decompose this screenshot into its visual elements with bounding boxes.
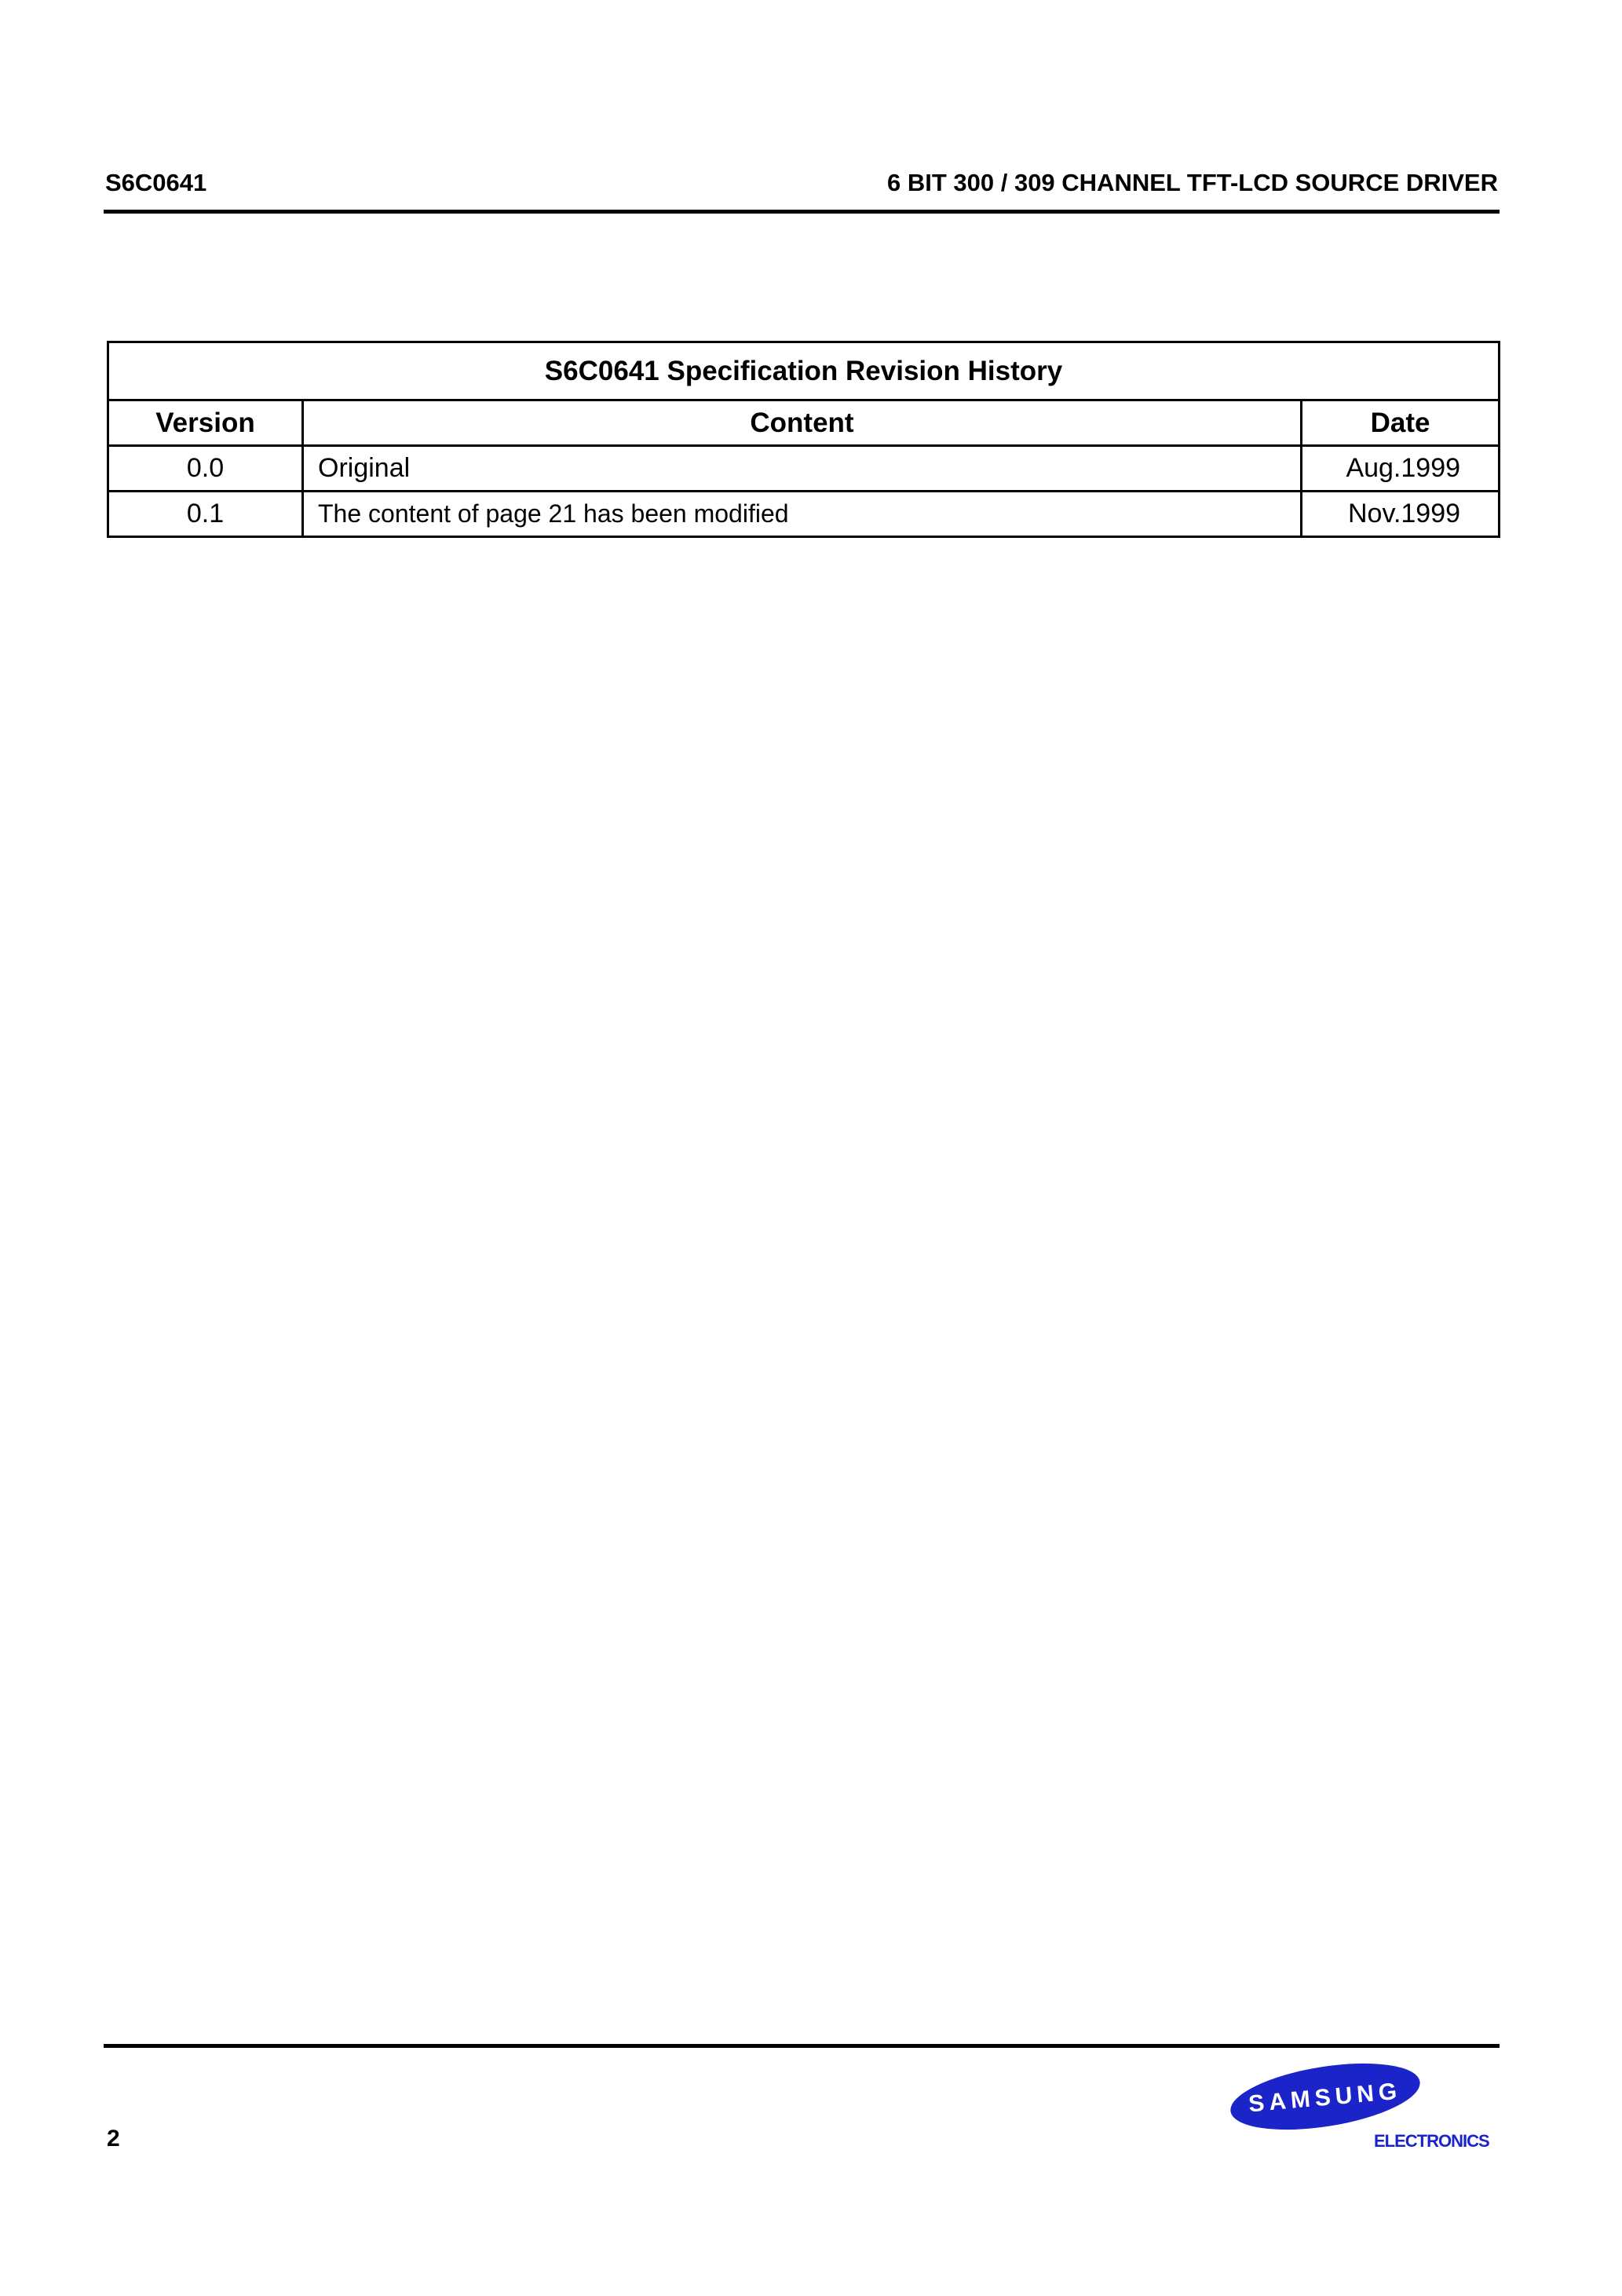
date-cell: Aug.1999	[1302, 446, 1500, 492]
part-number: S6C0641	[105, 169, 207, 196]
page-header	[104, 165, 1500, 214]
version-cell: 0.1	[108, 492, 303, 537]
revision-history-table	[107, 341, 1500, 538]
logo-wordmark: SAMSUNG	[1248, 2078, 1403, 2118]
content-cell: Original	[303, 446, 1302, 492]
content-cell: The content of page 21 has been modified	[303, 492, 1302, 537]
electronics-label: ELECTRONICS	[1374, 2131, 1489, 2151]
samsung-logo	[1226, 2060, 1424, 2133]
table-row	[108, 492, 1500, 537]
table-title-row	[108, 342, 1500, 400]
footer-rule	[104, 2044, 1500, 2048]
column-header-date: Date	[1302, 400, 1500, 446]
table-title: S6C0641 Specification Revision History	[108, 342, 1500, 400]
version-cell: 0.0	[108, 446, 303, 492]
table-header-row	[108, 400, 1500, 446]
table-row	[108, 446, 1500, 492]
page-number: 2	[107, 2126, 120, 2152]
column-header-version: Version	[108, 400, 303, 446]
column-header-content: Content	[303, 400, 1302, 446]
product-title: 6 BIT 300 / 309 CHANNEL TFT-LCD SOURCE DRIVER	[886, 169, 1498, 196]
date-cell: Nov.1999	[1302, 492, 1500, 537]
